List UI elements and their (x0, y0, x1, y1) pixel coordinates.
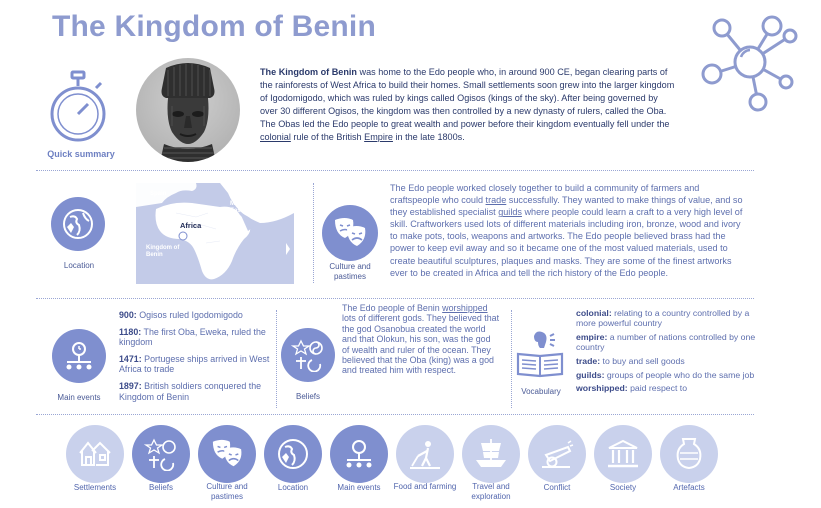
nav-culture-and-pastimes[interactable] (198, 425, 256, 483)
event-year: 1180: (119, 326, 142, 337)
culture-circle (322, 205, 378, 261)
text-run: rule of the British (290, 131, 365, 142)
nav-settlements[interactable] (66, 425, 124, 483)
vocab-term: colonial: (576, 308, 612, 318)
main-events-label: Main events (57, 393, 101, 402)
vocab-definition: paid respect to (627, 383, 688, 394)
nav-beliefs[interactable] (132, 425, 190, 483)
location-icon (61, 207, 95, 241)
location-icon (276, 437, 310, 471)
nav-label-conflict: Conflict (543, 483, 571, 492)
vocab-definition: relating to a country controlled by a more powerful country (576, 308, 750, 328)
text-run: The Edo people worked closely together to build a community of farmers and craftspeople who could (390, 183, 700, 206)
vocabulary-list (576, 309, 756, 398)
nav-label-main-events: Main events (337, 483, 381, 492)
event-text: Portugese ships arrived in West Africa to trade (119, 353, 270, 375)
event-item (119, 327, 271, 348)
nav-label-artefacts: Artefacts (673, 483, 705, 492)
event-item (119, 381, 271, 402)
beliefs-icon (144, 437, 178, 471)
event-year: 900: (119, 310, 137, 320)
event-item (119, 354, 271, 375)
vocab-definition: groups of people who do the same job (604, 369, 755, 380)
nav-label-settlements: Settlements (73, 483, 117, 492)
stopwatch-icon (48, 70, 108, 144)
nav-label-culture: Culture and pastimes (206, 482, 248, 501)
vocab-item (576, 309, 756, 329)
vocab-item (576, 357, 756, 367)
nav-label-society: Society (609, 483, 637, 492)
text-run: successfully. They wanted to make things of value, and so they established specialist (390, 195, 743, 218)
event-text: Ogisos ruled Igodomigodo (136, 310, 243, 320)
culture-label: Culture and pastimes (329, 262, 371, 281)
event-year: 1897: (119, 380, 142, 391)
cannon-icon (540, 439, 574, 469)
ship-icon (473, 437, 509, 471)
glossary-term: Empire (364, 131, 393, 142)
text-run: The Kingdom of Benin (260, 67, 357, 77)
africa-map (136, 183, 294, 284)
beliefs-circle (281, 328, 335, 382)
nav-conflict[interactable] (528, 425, 586, 483)
network-icon (698, 10, 802, 112)
society-icon (606, 438, 640, 470)
divider (36, 414, 754, 415)
event-year: 1471: (119, 353, 142, 364)
settlements-icon (78, 439, 112, 469)
text-run: in the late 1800s. (392, 131, 465, 142)
text-run: The Edo people of Benin (342, 303, 443, 313)
nav-label-travel: Travel and exploration (471, 482, 511, 501)
glossary-term: trade (485, 195, 507, 206)
quick-summary-label: Quick summary (47, 149, 115, 159)
vocab-item (576, 384, 756, 394)
text-run: was home to the Edo people who, in around 900 CE, began clearing parts of the rainforests of West Africa to build their homes. Small settlements soon grew into the larger kingdom of Igodomigodo, which was ruled by kings called Ogisos (kings of the sky). After being governed by over 30 different Ogisos, the kingdom was then controlled by a new dynasty of rulers, called the Oba. The Obas led the Edo people to great wealth and power before their kingdom eventually fell under the (260, 67, 675, 129)
nav-society[interactable] (594, 425, 652, 483)
nav-food-and-farming[interactable] (396, 425, 454, 483)
vocabulary-label: Vocabulary (521, 387, 561, 396)
beliefs-icon (291, 338, 325, 372)
text-run: lots of different gods. They believed that the god Osanobua created the world and that Olokun, his son, was the god of wealth and ruler of the ocean. They believed that the Oba (king) was a god and treated him with respect. (342, 313, 500, 376)
timeline-icon (343, 438, 375, 470)
masks-icon (209, 438, 245, 470)
vocab-item (576, 333, 756, 353)
vocab-term: guilds: (576, 369, 605, 380)
artefact-icon (674, 437, 704, 471)
vocab-term: empire: (576, 331, 608, 342)
glossary-term: guilds (498, 207, 522, 218)
nav-label-food-farming: Food and farming (393, 482, 457, 491)
glossary-term: colonial (260, 131, 291, 142)
map-label-spain: Spain (150, 191, 167, 197)
event-item (119, 310, 271, 321)
map-label-benin: Kingdom of Benin (146, 245, 180, 258)
nav-location[interactable] (264, 425, 322, 483)
beliefs-text (342, 303, 500, 376)
nav-label-location: Location (277, 483, 309, 492)
event-text: British soldiers conquered the Kingdom of Benin (119, 380, 262, 402)
location-label: Location (63, 261, 95, 270)
nav-artefacts[interactable] (660, 425, 718, 483)
location-circle (51, 197, 105, 251)
culture-text (390, 182, 746, 279)
vocab-item (576, 371, 756, 381)
timeline-icon (63, 340, 95, 372)
masks-icon (331, 216, 369, 250)
beliefs-label: Beliefs (295, 392, 320, 401)
events-list (119, 310, 271, 408)
text-run: where people could learn a craft to a very high level of skill. Craftworkers used lots of different materials including iron, bronze, wood and ivory to make pots, tools, weapons and artworks. The Edo people believed brass had the power to keep evil away and so it became one of the most valued materials, used to create beautiful sculptures, plaques and masks. They are some of the finest artworks ever to be created in Africa and tell the rich history of the Edo people. (390, 207, 743, 278)
page-title: The Kingdom of Benin (52, 10, 376, 43)
event-text: The first Oba, Eweka, ruled the kingdom (119, 326, 266, 348)
vocab-term: worshipped: (576, 383, 628, 394)
vocab-definition: a number of nations controlled by one country (576, 331, 756, 352)
vocab-definition: to buy and sell goods (600, 355, 685, 366)
map-label-middle-east: Middle East (230, 201, 249, 214)
map-label-africa: Africa (180, 221, 202, 230)
nav-label-beliefs: Beliefs (148, 483, 173, 492)
farming-icon (408, 438, 442, 470)
vocab-term: trade: (576, 355, 601, 366)
nav-main-events[interactable] (330, 425, 388, 483)
divider (36, 170, 754, 171)
book-speech-icon (514, 328, 568, 378)
divider (36, 298, 754, 299)
summary-text (260, 66, 678, 143)
nav-travel-and-exploration[interactable] (462, 425, 520, 483)
glossary-term: worshipped (442, 303, 488, 313)
bronze-head-image (136, 58, 240, 162)
main-events-circle (52, 329, 106, 383)
